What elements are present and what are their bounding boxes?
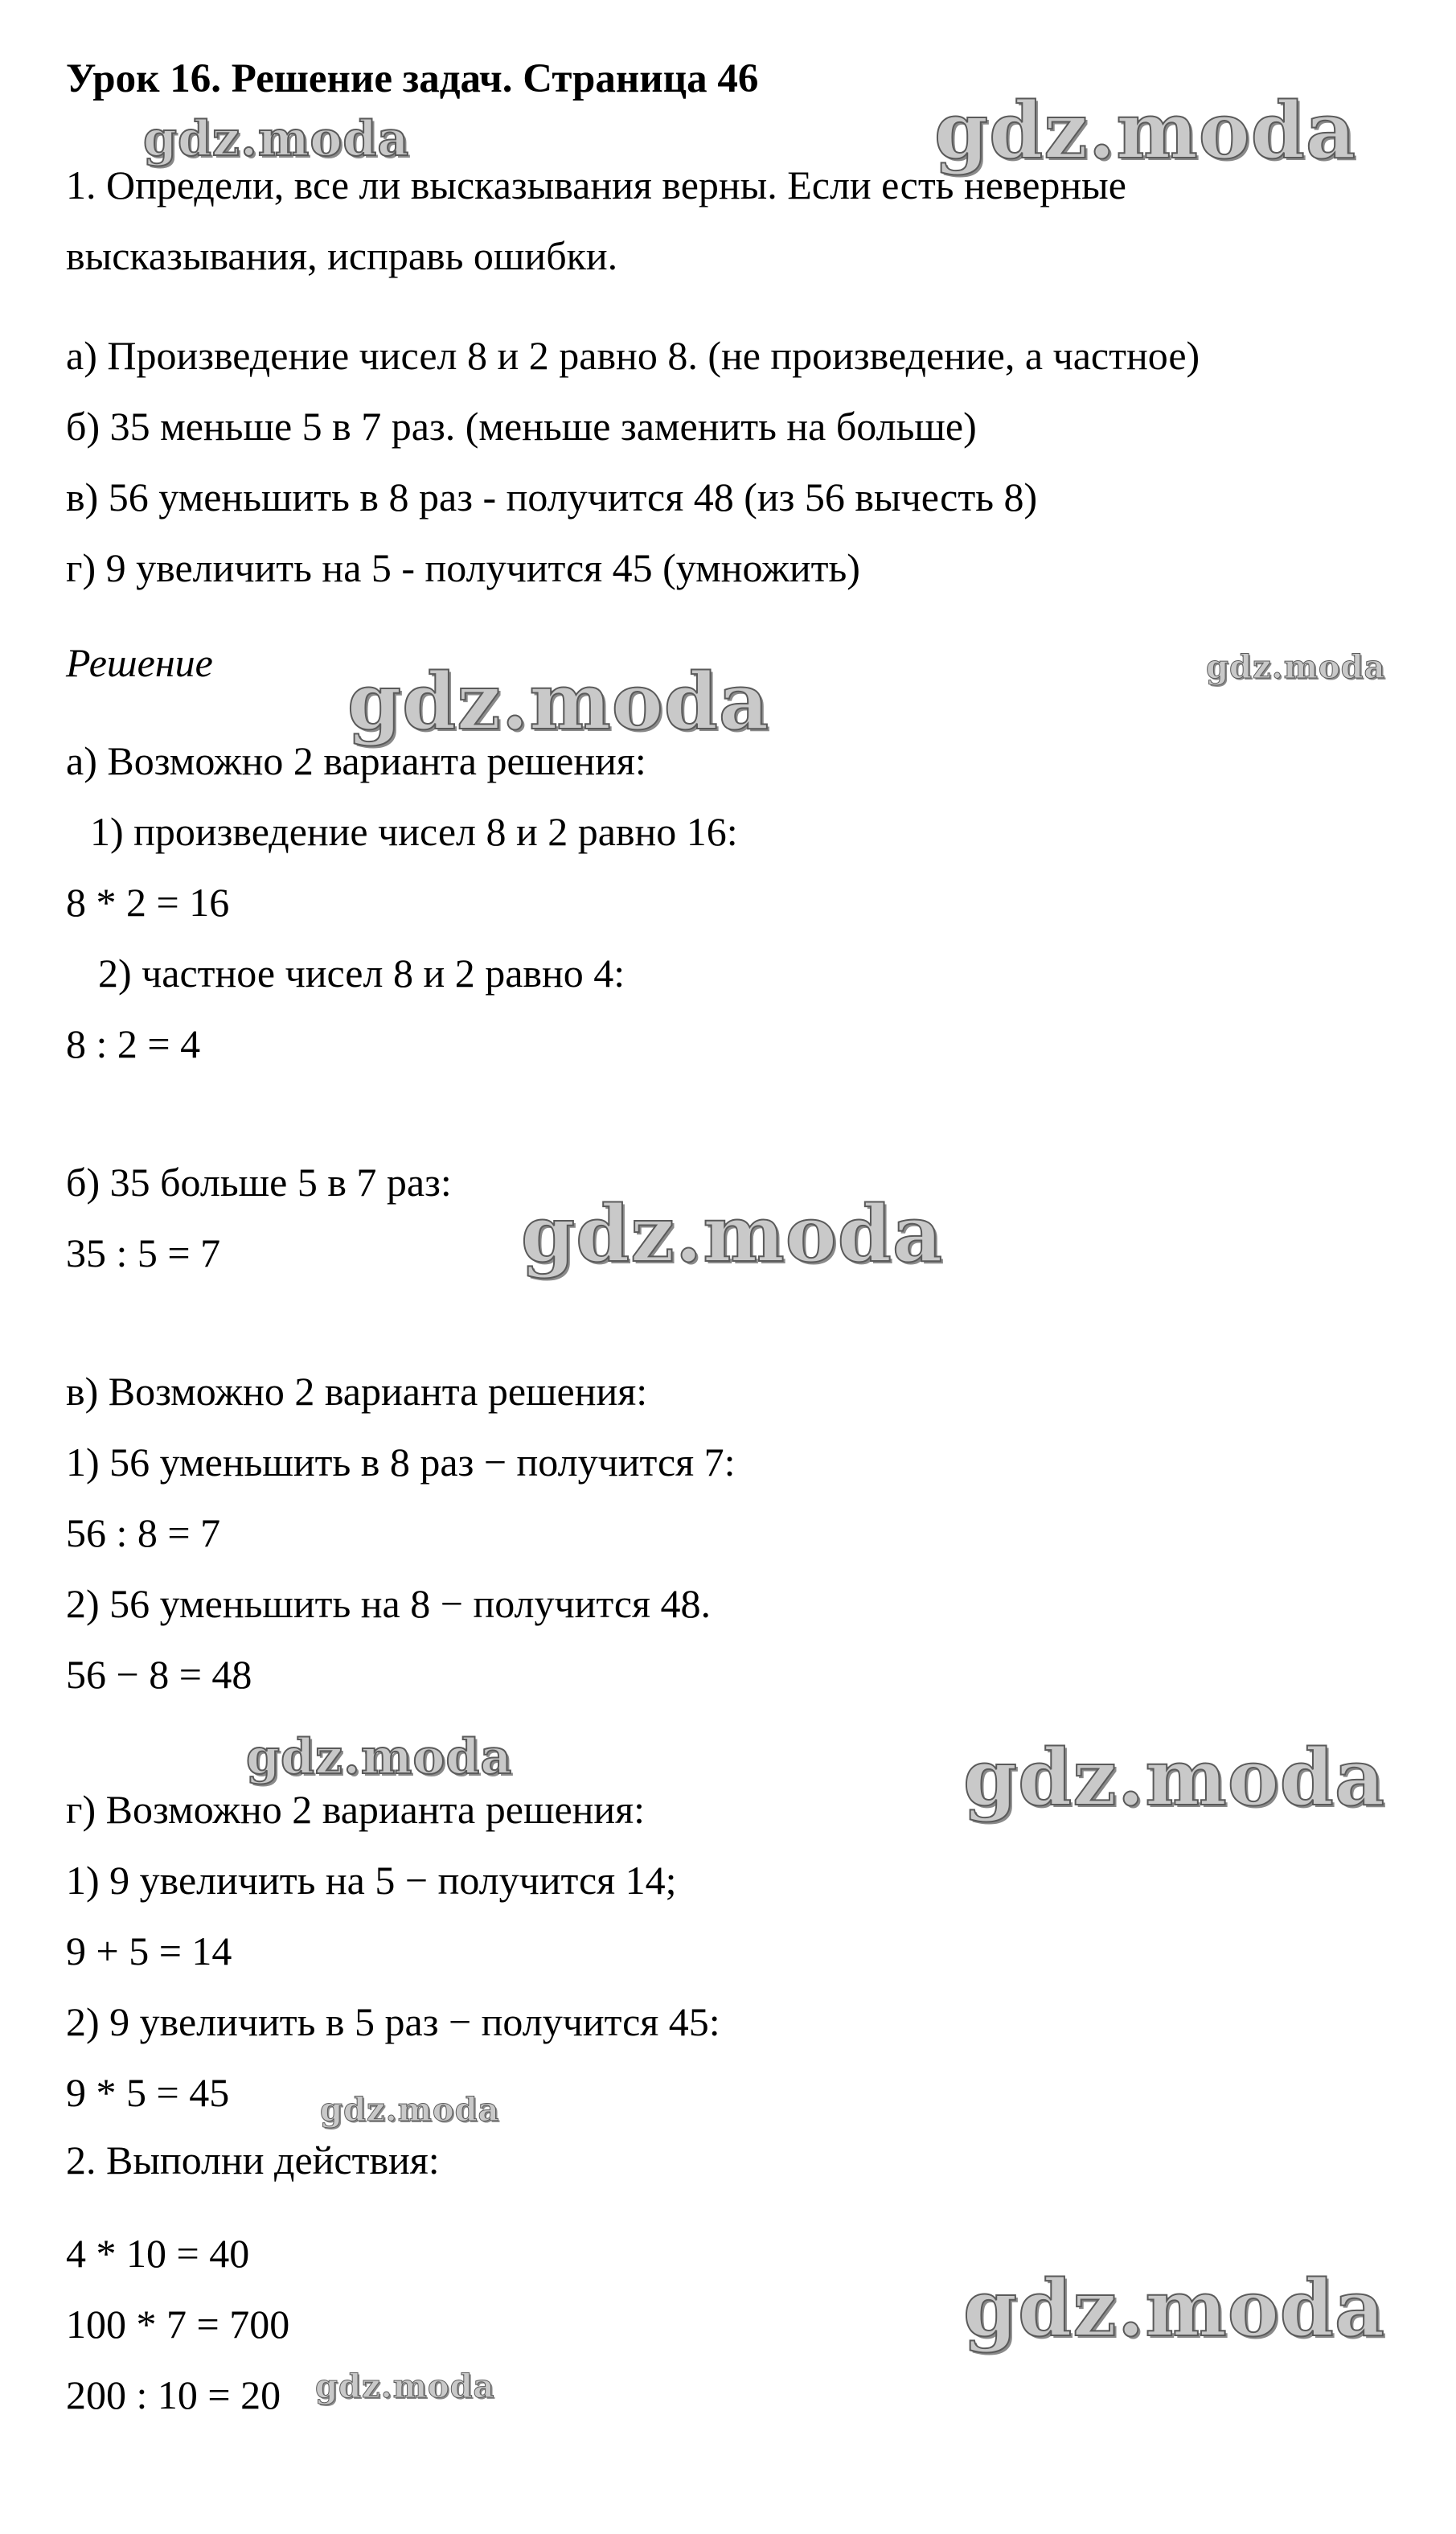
solution-a-line: 1) произведение чисел 8 и 2 равно 16: xyxy=(90,809,738,854)
solution-g-line: 9 + 5 = 14 xyxy=(66,1928,232,1973)
solution-g-line: 2) 9 увеличить в 5 раз − получится 45: xyxy=(66,1999,720,2044)
task1-question-line1: 1. Определи, все ли высказывания верны. Если есть неверные xyxy=(66,162,1126,207)
watermark: gdz.moda xyxy=(934,85,1357,176)
solution-v-line: 56 − 8 = 48 xyxy=(66,1652,252,1697)
solution-v-line: 1) 56 уменьшить в 8 раз − получится 7: xyxy=(66,1439,736,1485)
solution-a-line: 2) частное чисел 8 и 2 равно 4: xyxy=(98,951,625,996)
watermark: gdz.moda xyxy=(963,1732,1386,1823)
solution-v-line: в) Возможно 2 варианта решения: xyxy=(66,1369,648,1414)
task2-line: 100 * 7 = 700 xyxy=(66,2302,290,2347)
task2-line: 4 * 10 = 40 xyxy=(66,2231,250,2276)
task1-question-line2: высказывания, исправь ошибки. xyxy=(66,233,618,278)
solution-g-line: 9 * 5 = 45 xyxy=(66,2070,230,2115)
solution-a-line: 8 : 2 = 4 xyxy=(66,1021,201,1066)
statement-b: б) 35 меньше 5 в 7 раз. (меньше заменить на больше) xyxy=(66,404,977,449)
solution-label: Решение xyxy=(66,640,213,685)
watermark: gdz.moda xyxy=(320,2091,500,2129)
solution-a-line: а) Возможно 2 варианта решения: xyxy=(66,738,646,783)
solution-v-line: 2) 56 уменьшить на 8 − получится 48. xyxy=(66,1581,712,1626)
solution-b-line: 35 : 5 = 7 xyxy=(66,1230,221,1275)
solution-v-line: 56 : 8 = 7 xyxy=(66,1510,221,1555)
watermark: gdz.moda xyxy=(1206,648,1386,686)
task2-line: 200 : 10 = 20 xyxy=(66,2372,281,2417)
watermark: gdz.moda xyxy=(246,1729,513,1785)
solution-a-line: 8 * 2 = 16 xyxy=(66,880,230,925)
statement-a: а) Произведение чисел 8 и 2 равно 8. (не произведение, а частное) xyxy=(66,333,1200,378)
watermark: gdz.moda xyxy=(315,2368,495,2405)
watermark: gdz.moda xyxy=(143,111,410,167)
solution-g-line: 1) 9 увеличить на 5 − получится 14; xyxy=(66,1858,677,1903)
solution-g-line: г) Возможно 2 варианта решения: xyxy=(66,1787,646,1832)
page-title: Урок 16. Решение задач. Страница 46 xyxy=(66,56,759,101)
watermark: gdz.moda xyxy=(963,2263,1386,2354)
watermark: gdz.moda xyxy=(521,1189,944,1279)
solution-b-line: б) 35 больше 5 в 7 раз: xyxy=(66,1160,452,1205)
watermark: gdz.moda xyxy=(347,656,770,747)
statement-v: в) 56 уменьшить в 8 раз - получится 48 (из 56 вычесть 8) xyxy=(66,474,1038,520)
statement-g: г) 9 увеличить на 5 - получится 45 (умножить) xyxy=(66,545,860,590)
task2-question: 2. Выполни действия: xyxy=(66,2138,440,2183)
